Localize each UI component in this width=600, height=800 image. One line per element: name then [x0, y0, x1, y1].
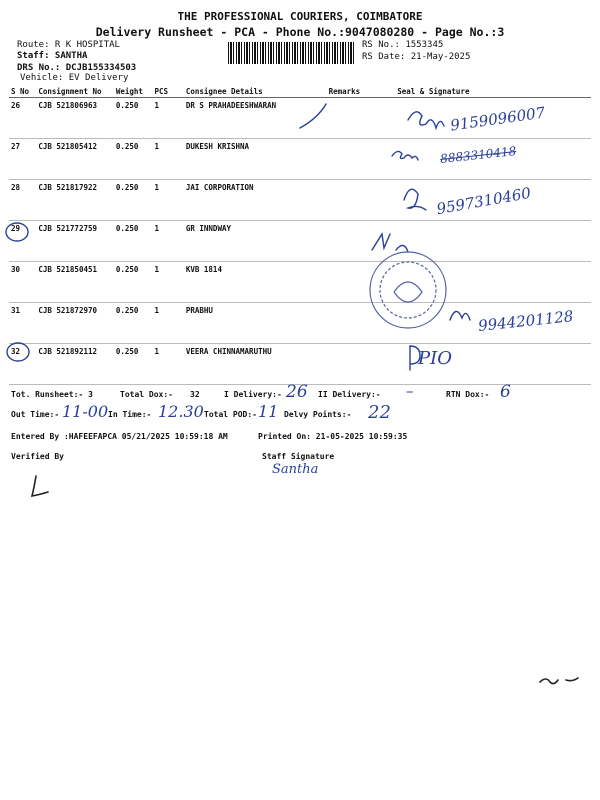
cell-cn: CJB 521872970	[36, 303, 114, 344]
staff-label: Staff: SANTHA	[17, 51, 88, 61]
vehicle-label: Vehicle: EV Delivery	[20, 73, 129, 83]
rs-date: RS Date: 21-May-2025	[362, 52, 471, 62]
seal-stamp	[370, 252, 446, 328]
verified-by-label: Verified By	[11, 452, 64, 461]
rtn-dox-label: RTN Dox:-	[446, 390, 490, 399]
cell-cn: CJB 521772759	[36, 221, 114, 262]
delvy-points-label: Delvy Points:-	[284, 410, 352, 419]
i-delivery-value: 26	[286, 382, 308, 402]
cell-pcs: 1	[152, 262, 183, 303]
staff-signature-image: Santha	[272, 462, 319, 477]
cell-cn: CJB 521806963	[36, 98, 114, 139]
col-weight: Weight	[114, 86, 153, 98]
col-remarks: Remarks	[327, 86, 370, 98]
delvy-points-value: 22	[368, 402, 391, 423]
cell-sno: 30	[9, 262, 36, 303]
handwritten-phone: 8883310418	[439, 144, 517, 166]
col-consignee: Consignee Details	[184, 86, 327, 98]
signature-scribble	[450, 311, 470, 320]
rtn-dox-value: 6	[500, 382, 511, 402]
cell-consignee: VEERA CHINNAMARUTHU	[184, 344, 327, 385]
cell-pcs: 1	[152, 303, 183, 344]
total-dox-label: Total Dox:-	[120, 390, 173, 399]
total-pod-label: Total POD:-	[204, 410, 257, 419]
handwritten-phone: 9159096007	[449, 103, 547, 135]
cell-wt: 0.250	[114, 139, 153, 180]
handwritten-phone: 9597310460	[435, 183, 533, 219]
total-dox-value: 32	[190, 390, 200, 399]
cell-sno: 28	[9, 180, 36, 221]
drs-number: DRS No.: DCJB155334503	[17, 63, 137, 73]
cell-pcs: 1	[152, 98, 183, 139]
total-pod-value: 11	[258, 402, 279, 421]
cell-wt: 0.250	[114, 344, 153, 385]
i-delivery-label: I Delivery:-	[224, 390, 282, 399]
signature-scribble	[392, 151, 418, 160]
cell-wt: 0.250	[114, 221, 153, 262]
cell-consignee: GR INNDWAY	[184, 221, 327, 262]
out-time-value: 11-00	[62, 402, 109, 421]
circle-mark	[7, 343, 29, 361]
ii-delivery-value: –	[406, 382, 414, 400]
cell-cn: CJB 521817922	[36, 180, 114, 221]
rs-number: RS No.: 1553345	[362, 40, 444, 50]
cell-consignee: KVB 1814	[184, 262, 327, 303]
cell-consignee: PRABHU	[184, 303, 327, 344]
tick-mark	[300, 104, 326, 128]
cell-sno: 26	[9, 98, 36, 139]
signature-scribble	[372, 234, 408, 252]
corner-scribble	[540, 678, 578, 684]
cell-sno: 27	[9, 139, 36, 180]
cell-pcs: 1	[152, 180, 183, 221]
signature-scribble	[408, 112, 444, 128]
verified-signature	[32, 476, 48, 496]
cell-pcs: 1	[152, 139, 183, 180]
cell-pcs: 1	[152, 344, 183, 385]
in-time-value: 12.30	[158, 402, 204, 421]
handwritten-phone: 9944201128	[477, 307, 575, 335]
cell-wt: 0.250	[114, 262, 153, 303]
cell-wt: 0.250	[114, 180, 153, 221]
in-time-label: In Time:-	[108, 410, 152, 419]
cell-cn: CJB 521850451	[36, 262, 114, 303]
circle-mark	[6, 223, 28, 241]
cell-wt: 0.250	[114, 303, 153, 344]
printed-on: Printed On: 21-05-2025 10:59:35	[258, 432, 408, 441]
cell-sno: 31	[9, 303, 36, 344]
runsheet-subtitle: Delivery Runsheet - PCA - Phone No.:9047080280 - Page No.:3	[95, 25, 505, 39]
col-sno: S No	[9, 86, 36, 98]
ii-delivery-label: II Delivery:-	[318, 390, 381, 399]
col-seal: Seal & Signature	[369, 86, 591, 98]
cell-sno: 29	[9, 221, 36, 262]
cell-consignee: JAI CORPORATION	[184, 180, 327, 221]
signature-scribble	[404, 189, 426, 210]
entered-by: Entered By :HAFEEFAPCA 05/21/2025 10:59:18 AM	[11, 432, 228, 441]
cell-consignee: DUKESH KRISHNA	[184, 139, 327, 180]
cell-pcs: 1	[152, 221, 183, 262]
cell-cn: CJB 521805412	[36, 139, 114, 180]
handwritten-pio: PIO	[418, 348, 452, 369]
company-title: THE PROFESSIONAL COURIERS, COIMBATORE	[177, 10, 423, 23]
cell-sno: 32	[9, 344, 36, 385]
cell-consignee: DR S PRAHADEESHWARAN	[184, 98, 327, 139]
staff-signature-label: Staff Signature	[262, 452, 335, 461]
cell-cn: CJB 521892112	[36, 344, 114, 385]
tot-runsheet: Tot. Runsheet:- 3	[11, 390, 93, 399]
cell-wt: 0.250	[114, 98, 153, 139]
col-pcs: PCS	[152, 86, 183, 98]
out-time-label: Out Time:-	[11, 410, 60, 419]
col-consignment: Consignment No	[36, 86, 114, 98]
route-label: Route: R K HOSPITAL	[17, 40, 120, 50]
